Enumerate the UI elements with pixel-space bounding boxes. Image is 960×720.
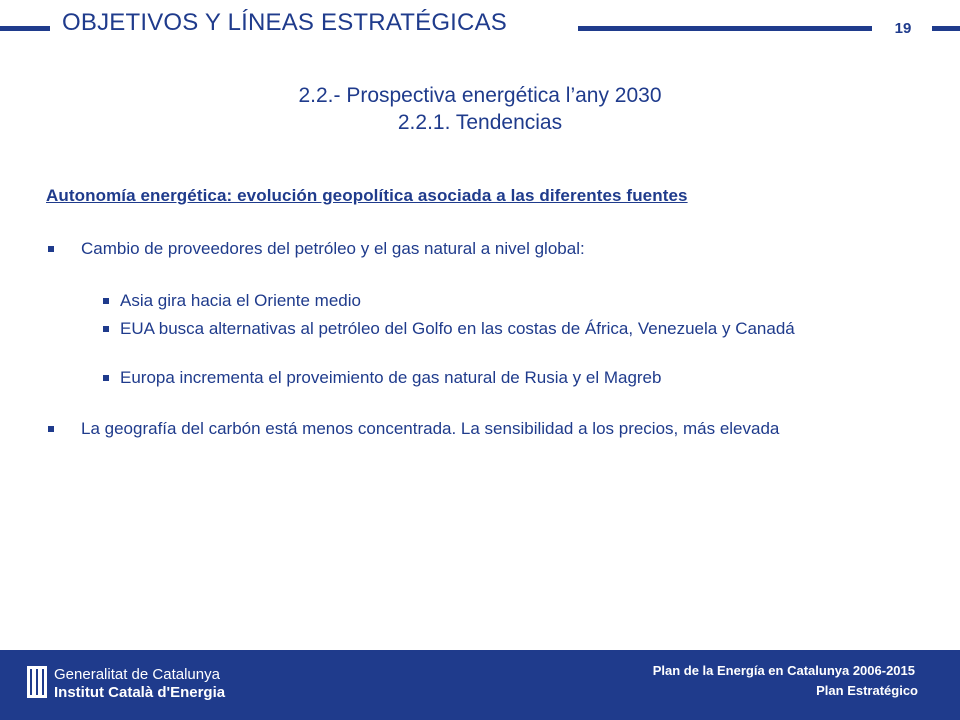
square-bullet-icon	[103, 326, 109, 332]
square-bullet-icon	[48, 246, 54, 252]
header-rule-left	[0, 26, 50, 31]
sub-bullet-item	[120, 289, 900, 313]
generalitat-emblem-icon	[27, 666, 47, 698]
header-rule-right	[932, 26, 960, 31]
bullet-item	[81, 237, 911, 261]
slide-subtitle: 2.2.- Prospectiva energética l’any 2030	[298, 84, 662, 107]
logo-text-institut: Institut Català d'Energia	[54, 684, 226, 701]
bullet-text: Asia gira hacia el Oriente medio	[120, 291, 361, 310]
bullet-text: Europa incrementa el proveimiento de gas natural de Rusia y el Magreb	[120, 368, 662, 387]
header-rule-middle	[578, 26, 872, 31]
footer-plan-subtitle: Plan Estratégico	[816, 683, 918, 698]
footer-bar	[0, 650, 960, 720]
sub-bullet-item	[120, 317, 900, 341]
page-header-title: OBJETIVOS Y LÍNEAS ESTRATÉGICAS	[62, 9, 507, 36]
square-bullet-icon	[103, 375, 109, 381]
bullet-item	[81, 417, 881, 441]
sub-bullet-item	[120, 366, 900, 390]
section-title: Autonomía energética: evolución geopolítica asociada a las diferentes fuentes	[46, 186, 688, 205]
bullet-text: EUA busca alternativas al petróleo del Golfo en las costas de África, Venezuela y Canadá	[120, 319, 795, 338]
footer-plan-title: Plan de la Energía en Catalunya 2006-2015	[652, 663, 915, 678]
bullet-text: Cambio de proveedores del petróleo y el gas natural a nivel global:	[81, 239, 585, 258]
square-bullet-icon	[103, 298, 109, 304]
square-bullet-icon	[48, 426, 54, 432]
logo-text-generalitat: Generalitat de Catalunya	[54, 666, 220, 683]
page-number: 19	[894, 20, 912, 37]
bullet-text: La geografía del carbón está menos concentrada. La sensibilidad a los precios, más elevada	[81, 419, 780, 438]
slide-subtitle-secondary: 2.2.1. Tendencias	[397, 111, 563, 134]
